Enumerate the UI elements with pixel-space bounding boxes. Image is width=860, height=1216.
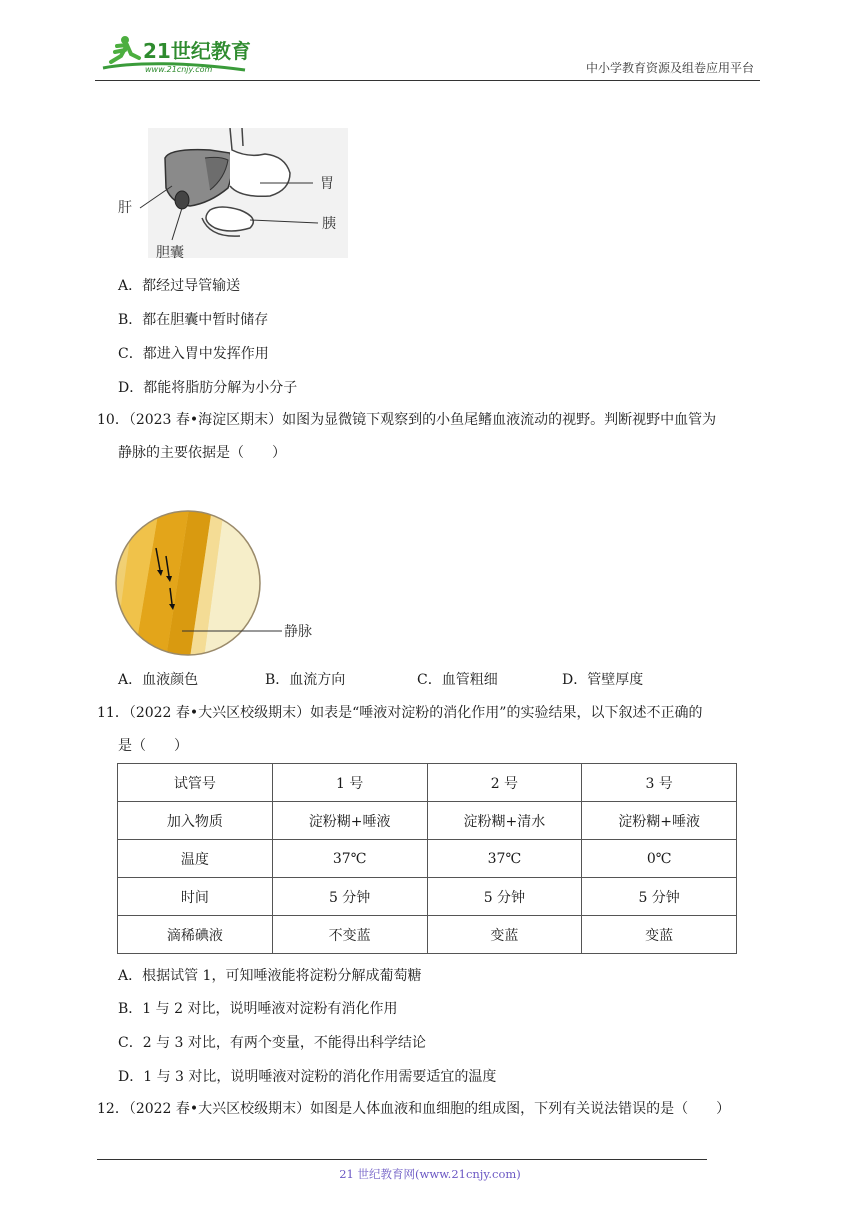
q10-option-c: C．血管粗细: [417, 672, 498, 688]
table-cell: 1 号: [272, 764, 427, 802]
logo-21cnjy: [95, 32, 260, 76]
svg-text:www.21cnjy.com: www.21cnjy.com: [145, 65, 213, 74]
table-row: [118, 802, 737, 840]
table-cell: 淀粉糊+清水: [427, 802, 582, 840]
table-cell: 淀粉糊+唾液: [272, 802, 427, 840]
q9-option-c: C．都进入胃中发挥作用: [118, 346, 269, 362]
q10-stem-line1: 10．（2023 春•海淀区期末）如图为显微镜下观察到的小鱼尾鳍血液流动的视野。判断视野中血管为: [97, 412, 717, 428]
table-cell: 37℃: [427, 840, 582, 878]
table-cell: 变蓝: [427, 916, 582, 954]
table-cell: 5 分钟: [272, 878, 427, 916]
q11-option-b: B．1 与 2 对比，说明唾液对淀粉有消化作用: [118, 1001, 398, 1017]
figure-digestive-organs: [110, 128, 350, 263]
q11-option-c: C．2 与 3 对比，有两个变量，不能得出科学结论: [118, 1035, 426, 1051]
q10-option-d: D．管壁厚度: [562, 672, 644, 688]
figure-microscope-view: [114, 508, 334, 658]
q11-stem-line2: 是（ ）: [118, 738, 188, 754]
q12-stem-line1: 12．（2022 春•大兴区校级期末）如图是人体血液和血细胞的组成图，下列有关说法错误的是（ ）: [97, 1101, 731, 1117]
q11-stem-line1: 11．（2022 春•大兴区校级期末）如表是“唾液对淀粉的消化作用”的实验结果，以下叙述不正确的: [97, 705, 703, 721]
table-cell: 滴稀碘液: [118, 916, 273, 954]
label-gallbladder: 胆囊: [156, 245, 184, 261]
q11-option-d: D．1 与 3 对比，说明唾液对淀粉的消化作用需要适宜的温度: [118, 1069, 497, 1085]
table-row: [118, 916, 737, 954]
q9-option-a: A．都经过导管输送: [118, 278, 241, 294]
footer-divider: [97, 1159, 707, 1160]
q10-option-a: A．血液颜色: [118, 672, 199, 688]
page-header: [95, 32, 760, 81]
table-cell: 不变蓝: [272, 916, 427, 954]
table-cell: 3 号: [582, 764, 737, 802]
q9-option-d: D．都能将脂肪分解为小分子: [118, 380, 298, 396]
table-cell: 0℃: [582, 840, 737, 878]
table-cell: 试管号: [118, 764, 273, 802]
table-cell: 温度: [118, 840, 273, 878]
label-pancreas: 胰: [322, 216, 336, 232]
table-cell: 2 号: [427, 764, 582, 802]
label-stomach: 胃: [320, 176, 334, 192]
table-row: [118, 878, 737, 916]
table-cell: 加入物质: [118, 802, 273, 840]
q10-stem-line2: 静脉的主要依据是（ ）: [118, 445, 286, 461]
table-cell: 5 分钟: [427, 878, 582, 916]
svg-text:21世纪教育: 21世纪教育: [143, 39, 251, 63]
table-cell: 时间: [118, 878, 273, 916]
footer-source: 21 世纪教育网(www.21cnjy.com): [339, 1167, 521, 1181]
experiment-table: [117, 763, 737, 954]
label-vein: 静脉: [284, 624, 312, 640]
table-row: [118, 764, 737, 802]
table-cell: 变蓝: [582, 916, 737, 954]
table-cell: 5 分钟: [582, 878, 737, 916]
q9-option-b: B．都在胆囊中暂时储存: [118, 312, 269, 328]
label-liver: 肝: [118, 200, 132, 216]
table-cell: 37℃: [272, 840, 427, 878]
table-cell: 淀粉糊+唾液: [582, 802, 737, 840]
q10-option-b: B．血流方向: [265, 672, 346, 688]
q11-option-a: A．根据试管 1，可知唾液能将淀粉分解成葡萄糖: [118, 968, 422, 984]
header-platform-name: 中小学教育资源及组卷应用平台: [585, 61, 754, 75]
table-row: [118, 840, 737, 878]
